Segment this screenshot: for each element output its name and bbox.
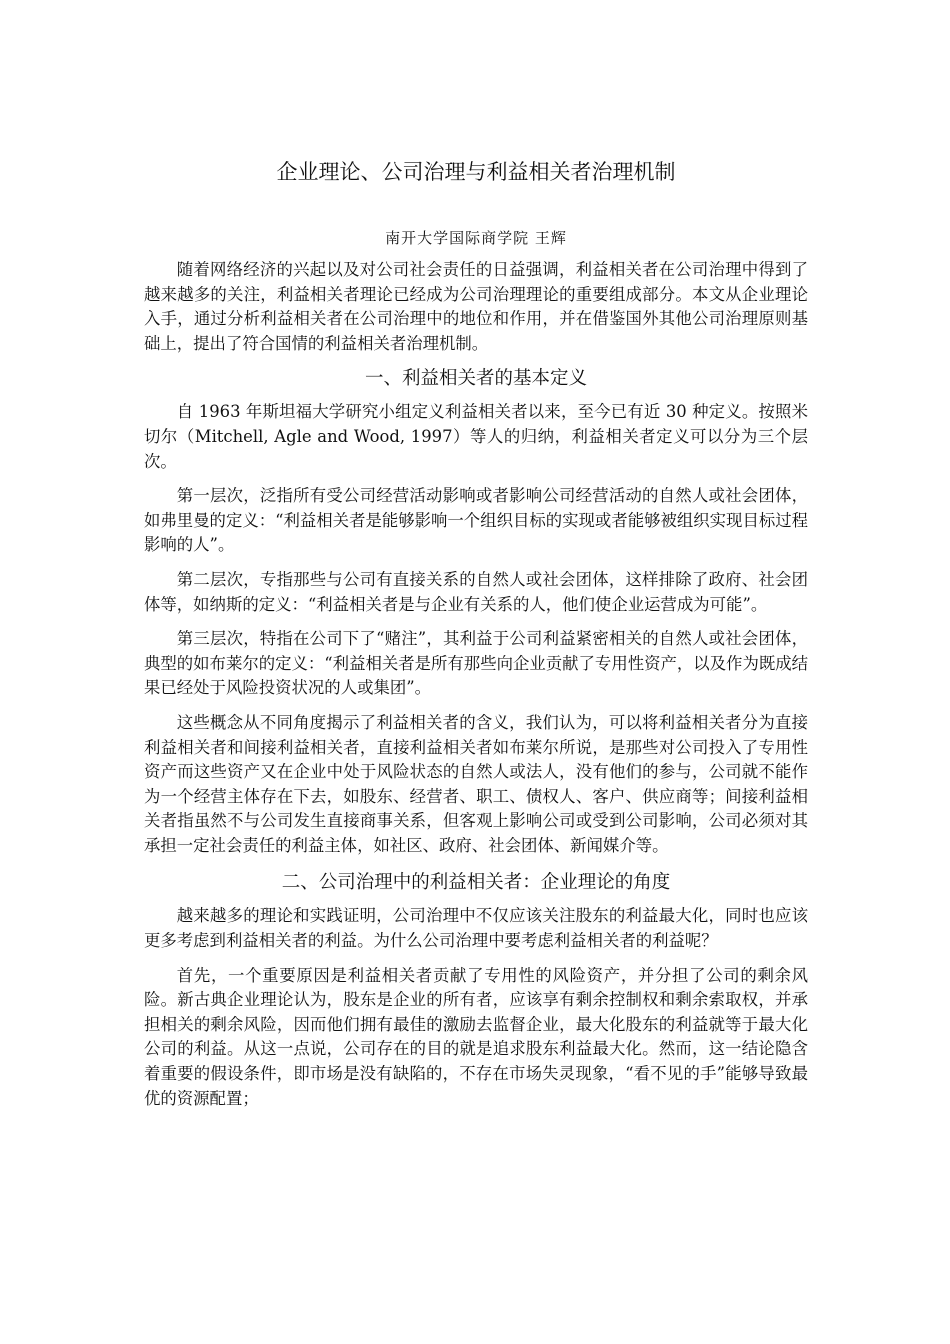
body-paragraph: 越来越多的理论和实践证明，公司治理中不仅应该关注股东的利益最大化，同时也应该更多考虑到利益相关者的利益。为什么公司治理中要考虑利益相关者的利益呢？	[144, 906, 808, 951]
body-paragraph: 第三层次，特指在公司下了“赌注”，其利益于公司利益紧密相关的自然人或社会团体，典型的如布莱尔的定义：“利益相关者是所有那些向企业贡献了专用性资产，以及作为既成结果已经处于风险投资状况的人或集团”。	[144, 629, 809, 698]
abstract-paragraph: 随着网络经济的兴起以及对公司社会责任的日益强调，利益相关者在公司治理中得到了越来越多的关注，利益相关者理论已经成为公司治理理论的重要组成部分。本文从企业理论入手，通过分析利益相关者在公司治理中的地位和作用，并在借鉴国外其他公司治理原则基础上，提出了符合国情的利益相关者治理机制。	[144, 260, 808, 353]
body-paragraph: 第一层次，泛指所有受公司经营活动影响或者影响公司经营活动的自然人或社会团体，如弗里曼的定义：“利益相关者是能够影响一个组织目标的实现或者能够被组织实现目标过程影响的人”。	[144, 486, 809, 555]
body-paragraph: 自 1963 年斯坦福大学研究小组定义利益相关者以来，至今已有近 30 种定义。按照米切尔（Mitchell, Agle and Wood, 1997）等人的归纳，利益相关者定义可以分为三个层次。	[144, 402, 808, 471]
body-paragraph: 首先，一个重要原因是利益相关者贡献了专用性的风险资产，并分担了公司的剩余风险。新古典企业理论认为，股东是企业的所有者，应该享有剩余控制权和剩余索取权，并承担相关的剩余风险，因而他们拥有最佳的激励去监督企业，最大化股东的利益就等于最大化公司的利益。从这一点说，公司存在的目的就是追求股东利益最大化。然而，这一结论隐含着重要的假设条件，即市场是没有缺陷的，不存在市场失灵现象，“看不见的手”能够导致最优的资源配置；	[144, 965, 808, 1108]
author-affiliation: 南开大学国际商学院 王辉	[385, 229, 567, 247]
document-body	[144, 258, 808, 1121]
section-heading-1: 一、利益相关者的基本定义	[364, 368, 587, 390]
body-paragraph: 这些概念从不同角度揭示了利益相关者的含义，我们认为，可以将利益相关者分为直接利益相关者和间接利益相关者，直接利益相关者如布莱尔所说，是那些对公司投入了专用性资产而这些资产又在企业中处于风险状态的自然人或法人，没有他们的参与，公司就不能作为一个经营主体存在下去，如股东、经营者、职工、债权人、客户、供应商等；间接利益相关者指虽然不与公司发生直接商事关系，但客观上影响公司或受到公司影响，公司必须对其承担一定社会责任的利益主体，如社区、政府、社会团体、新闻媒介等。	[144, 712, 808, 855]
section-heading-2: 二、公司治理中的利益相关者：企业理论的角度	[281, 872, 671, 894]
body-paragraph: 第二层次，专指那些与公司有直接关系的自然人或社会团体，这样排除了政府、社会团体等，如纳斯的定义：“利益相关者是与企业有关系的人，他们使企业运营成为可能”。	[144, 569, 808, 614]
document-title: 企业理论、公司治理与利益相关者治理机制	[276, 160, 676, 184]
